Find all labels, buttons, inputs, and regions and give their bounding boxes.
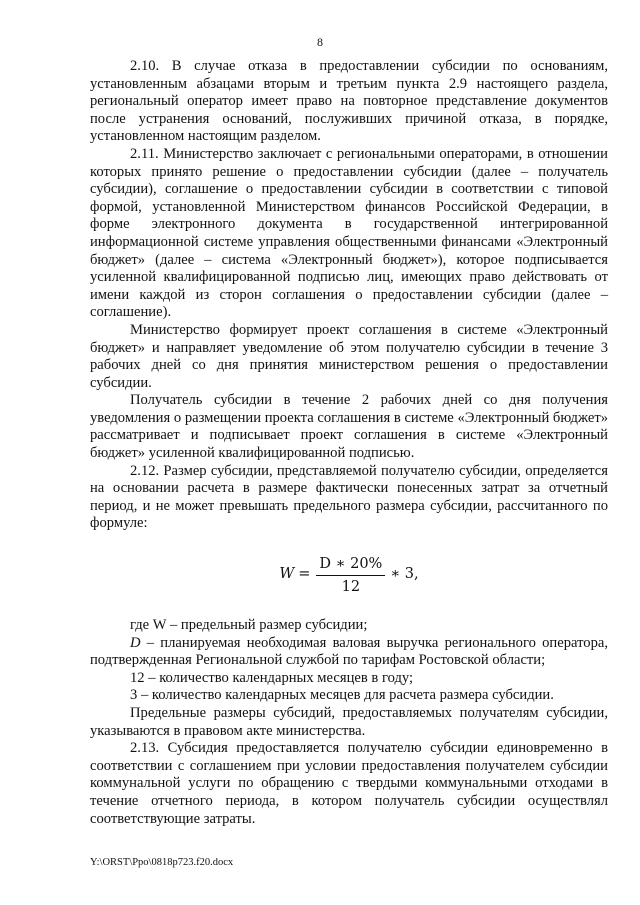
definition-twelve: 12 – количество календарных месяцев в году;	[130, 669, 414, 686]
footer-file-path: Y:\ORST\Ppo\0818p723.f20.docx	[90, 857, 234, 868]
paragraph-subsidy-limits: Предельные размеры субсидий, предоставляемых получателям субсидии, указываются в правовом акте министерства.	[90, 705, 608, 739]
paragraph-2-10: 2.10. В случае отказа в предоставлении субсидии по основаниям, установленным абзацами вторым и третьим пункта 2.9 настоящего раздела, региональный оператор имеет право на повторное представление документов после устранения оснований, послуживших причиной отказа, в порядке, установленном настоящим разделом.	[90, 58, 608, 145]
paragraph-draft-agreement: Министерство формирует проект соглашения в системе «Электронный бюджет» и направляет уведомление об этом получателю субсидии в течение 3 рабочих дней со дня принятия министерством решения о предоставлении субсидии.	[90, 321, 608, 391]
definition-w: где W – предельный размер субсидии;	[130, 617, 368, 634]
definition-d	[90, 635, 608, 670]
document-body	[90, 58, 608, 828]
paragraph-recipient-signing: Получатель субсидии в течение 2 рабочих дней со дня получения уведомления о размещении проекта соглашения в системе «Электронный бюджет» рассматривает и подписывает проект соглашения в системе «Электронный бюджет» усиленной квалифицированной подписью.	[90, 392, 608, 462]
subsidy-formula	[90, 553, 608, 597]
definition-d-text: – планируемая необходимая валовая выручка регионального оператора, подтвержденная Региональной службой по тарифам Ростовской области;	[90, 634, 608, 669]
definition-three: 3 – количество календарных месяцев для расчета размера субсидии.	[130, 687, 554, 704]
definition-d-variable: D	[130, 634, 141, 651]
formula-lhs: W	[279, 566, 295, 583]
page-number: 8	[317, 35, 323, 49]
formula-tail: ∗ 3,	[390, 566, 419, 583]
paragraph-2-11: 2.11. Министерство заключает с региональными операторами, в отношении которых принято решение о предоставлении субсидии (далее – получатель субсидии), соглашение о предоставлении субсидии в соответствии с типовой формой, установленной Министерством финансов Российской Федерации, в форме электронного документа в государственной интегрированной информационной системе управления общественными финансами «Электронный бюджет» (далее – система «Электронный бюджет»), которое подписывается усиленной квалифицированной подписью лиц, имеющих право действовать от имени каждой из сторон соглашения о предоставлении субсидии (далее – соглашение).	[90, 145, 608, 321]
formula-denominator: 12	[341, 578, 361, 595]
paragraph-2-12: 2.12. Размер субсидии, представляемой получателю субсидии, определяется на основании расчета в размере фактически понесенных затрат за отчетный период, и не может превышать предельного размера субсидии, рассчитанного по формуле:	[90, 462, 608, 532]
paragraph-2-13: 2.13. Субсидия предоставляется получателю субсидии единовременно в соответствии с соглашением при условии предоставления получателем субсидии коммунальной услуги по обращению с твердыми коммунальными отходами в течение отчетного периода, в котором получатель субсидии осуществлял соответствующие затраты.	[90, 740, 608, 827]
formula-equals: =	[298, 566, 311, 583]
formula-numerator: D ∗ 20%	[316, 555, 385, 576]
formula-fraction	[316, 555, 385, 596]
